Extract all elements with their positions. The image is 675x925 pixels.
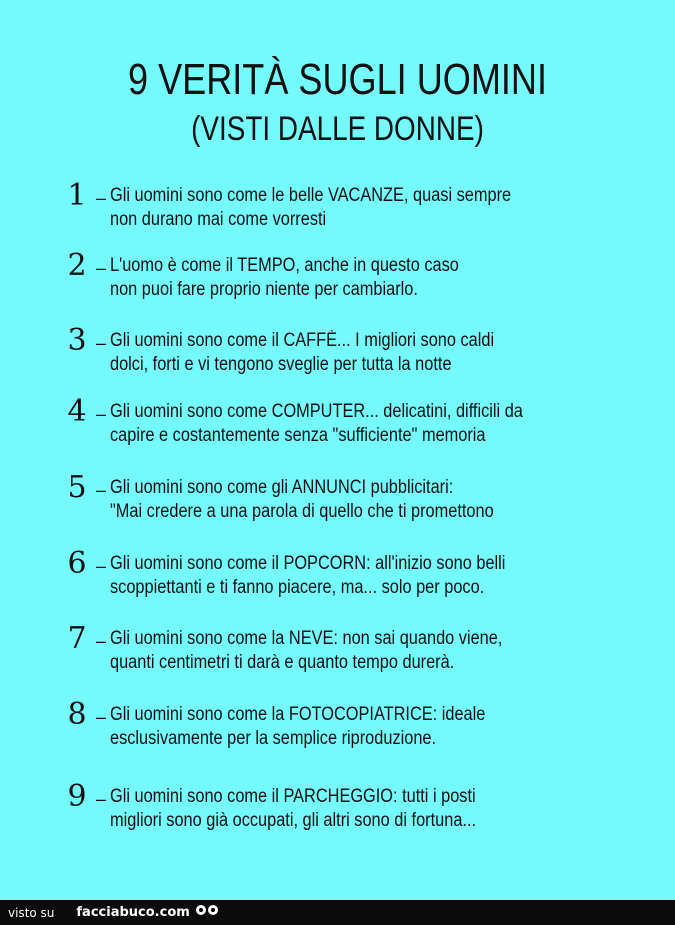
item-text: Gli uomini sono come il CAFFÈ... I migliori sono caldi dolci, forti e vi tengono sveglie per tutta la notte xyxy=(110,330,495,375)
item-text: Gli uomini sono come gli ANNUNCI pubblicitari: "Mai credere a una parola di quello che ti promettono xyxy=(110,477,494,522)
item-text: Gli uomini sono come COMPUTER... delicatini, difficili da capire e costantemente senza "sufficiente" memoria xyxy=(110,401,523,446)
item-text: Gli uomini sono come il PARCHEGGIO: tutti i posti migliori sono già occupati, gli altri sono di fortuna... xyxy=(110,786,477,831)
item-number: 3 xyxy=(67,323,87,358)
item-number: 8 xyxy=(67,697,87,732)
item-dash: – xyxy=(96,333,107,353)
eye-right-icon xyxy=(208,905,218,915)
item-dash: – xyxy=(96,404,107,424)
item-text: Gli uomini sono come le belle VACANZE, quasi sempre non durano mai come vorresti xyxy=(110,185,512,230)
item-text: L'uomo è come il TEMPO, anche in questo caso non puoi fare proprio niente per cambiarlo. xyxy=(110,255,459,300)
item-dash: – xyxy=(96,707,107,727)
item-dash: – xyxy=(96,789,107,809)
item-number: 4 xyxy=(67,394,87,429)
footer-prefix: visto su xyxy=(8,905,55,920)
item-number: 2 xyxy=(67,248,87,283)
item-dash: – xyxy=(96,556,107,576)
item-dash: – xyxy=(96,480,107,500)
eye-left-icon xyxy=(196,905,206,915)
brand-link[interactable]: facciabuco.com xyxy=(76,905,190,920)
poster-subtitle: (VISTI DALLE DONNE) xyxy=(191,110,484,148)
item-number: 1 xyxy=(67,178,87,213)
eyes-icon xyxy=(196,905,218,915)
item-number: 6 xyxy=(67,546,87,581)
item-number: 7 xyxy=(67,621,87,656)
item-dash: – xyxy=(96,258,107,278)
footer-bar xyxy=(0,900,675,925)
item-text: Gli uomini sono come il POPCORN: all'inizio sono belli scoppiettanti e ti fanno piacere, ma... solo per poco. xyxy=(110,553,506,598)
item-text: Gli uomini sono come la FOTOCOPIATRICE: ideale esclusivamente per la semplice riproduzione. xyxy=(110,704,486,749)
item-number: 5 xyxy=(67,470,87,505)
poster-title: 9 VERITÀ SUGLI UOMINI xyxy=(127,55,547,104)
item-text: Gli uomini sono come la NEVE: non sai quando viene, quanti centimetri ti darà e quanto tempo durerà. xyxy=(110,628,503,673)
item-number: 9 xyxy=(67,779,87,814)
item-dash: – xyxy=(96,631,107,651)
item-dash: – xyxy=(96,188,107,208)
